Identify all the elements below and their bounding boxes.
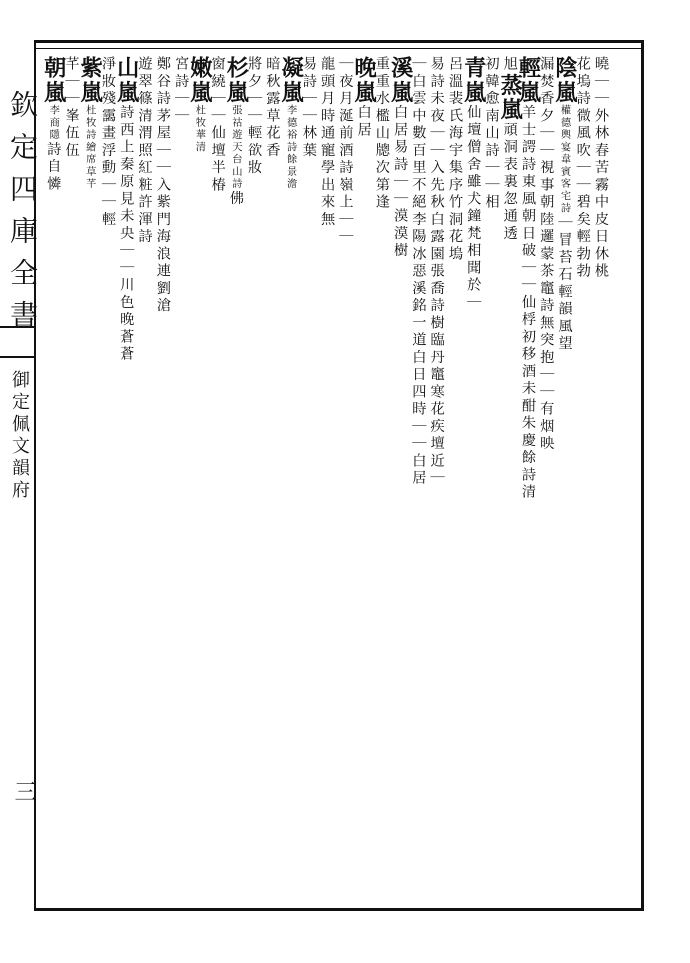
entry-headword: 紫嵐 [76, 56, 103, 105]
column-text: 將夕｜｜輕欲妝 [246, 56, 263, 177]
column-text: 鄭谷詩茅屋｜｜入紫門海浪連劉滄 [154, 56, 171, 315]
column-text: 仙壇僧舍雖犬鐘梵相聞於｜ [465, 104, 482, 312]
entry-headword: 輕嵐 [514, 56, 541, 105]
spine-subtitle: 御定佩文韻府 [9, 370, 30, 502]
column-text: 白居 [355, 104, 372, 139]
column-text: ｜夜月涎前酒詩嶺上｜｜ [337, 56, 354, 246]
top-border-inner [34, 48, 644, 49]
spine-band [0, 326, 34, 358]
text-column [427, 56, 445, 487]
book-spine [0, 40, 39, 911]
text-column [263, 56, 281, 160]
text-column [387, 56, 414, 260]
text-column [551, 56, 578, 353]
entry-headword: 山嵐 [113, 56, 140, 105]
source-annotation: 杜牧華清 [193, 104, 206, 154]
text-column [154, 56, 172, 315]
right-border [641, 40, 644, 910]
entry-headword: 杉嵐 [222, 56, 249, 105]
top-border [34, 40, 644, 43]
entry-headword: 蒸嵐 [496, 73, 523, 122]
column-text: 詩自憐 [45, 141, 62, 193]
text-column [40, 56, 67, 193]
column-text: 頑洞表裏忽通透 [501, 121, 518, 243]
column-text: 宮詩｜｜ [173, 56, 190, 125]
column-text: 遊翠篠清渭照紅粧許渾詩 [136, 56, 153, 246]
column-text: 花塢詩微風吹｜｜碧矣輕勃勃 [574, 56, 591, 281]
column-text: 暗秋露草花香 [264, 56, 281, 160]
column-prefix: 旭 [501, 56, 518, 74]
text-column [592, 56, 610, 280]
column-text: ｜白雲中數百里不絕李陽冰惡溪銘一道白日四時｜｜白居 [410, 56, 427, 488]
entry-headword: 青嵐 [460, 56, 487, 105]
text-column [186, 56, 213, 154]
text-column [76, 56, 103, 191]
bottom-border [34, 908, 644, 911]
text-column [446, 56, 464, 263]
column-text: 羊士諤詩東風朝日破｜｜仙桴初移酒未酣朱慶餘詩清 [519, 104, 536, 502]
column-text: 曉｜｜外林春苦霧中皮日休桃 [593, 56, 609, 281]
column-text: 佛 [227, 190, 244, 208]
column-text: 詩西上秦原見未央｜｜川色晚蒼蒼 [118, 104, 135, 364]
column-text: 韓愈南山詩｜｜相 [483, 73, 500, 212]
entry-headword: 陰嵐 [551, 56, 578, 105]
entry-headword: 嫩嵐 [186, 56, 213, 105]
source-annotation: 李商隱 [47, 104, 60, 142]
source-annotation: 杜牧詩繪席草芊 [83, 104, 96, 191]
text-column [409, 56, 427, 487]
text-column [172, 56, 190, 125]
text-column [514, 56, 541, 502]
column-prefix: 初 [483, 56, 500, 74]
column-text: 易詩未夜｜｜入先秋白露園張喬詩樹臨丹竈寒花疾壇近｜ [428, 56, 445, 488]
entry-headword: 朝嵐 [40, 56, 67, 105]
column-text: 白居易詩｜｜漠漠樹 [392, 104, 409, 260]
column-text: 龍頭月時通寵學出來無 [319, 56, 336, 229]
column-text: 漏焚香夕｜｜視事朝陸邏蒙茶竈詩無突抱｜｜有烟映 [538, 56, 555, 453]
column-text: 芊｜｜峯伍伍 [63, 56, 80, 160]
column-text: 窗繞｜｜仙壇半椿 [209, 56, 226, 194]
text-column [350, 56, 377, 139]
entry-headword: 凝嵐 [277, 56, 304, 105]
text-column [277, 56, 304, 191]
column-text: 易詩｜｜林葉 [300, 56, 317, 160]
text-column [113, 56, 140, 364]
text-column [222, 56, 249, 208]
column-text: 呂溫裴氏海宇集序竹洞花塢 [446, 56, 463, 263]
text-column [537, 56, 555, 453]
column-text: ｜冒苔石輕韻風望 [556, 214, 573, 353]
text-column [318, 56, 336, 229]
text-column [496, 56, 523, 243]
entry-headword: 溪嵐 [387, 56, 414, 105]
source-annotation: 權德輿宴韋賓客宅詩 [558, 104, 571, 215]
page-number: 三 [11, 780, 36, 802]
source-annotation: 張祜遊天台山詩 [229, 104, 242, 191]
text-column [460, 56, 487, 312]
entry-headword: 晚嵐 [350, 56, 377, 105]
source-annotation: 李德裕詩餘景澹 [284, 104, 297, 191]
text-column [336, 56, 354, 246]
spine-title: 欽定四庫全書 [6, 90, 39, 342]
column-text: 重重水檻山牕次第逢 [373, 56, 390, 212]
column-text: 淨妝殘靄畫浮動｜｜輕 [100, 56, 117, 229]
